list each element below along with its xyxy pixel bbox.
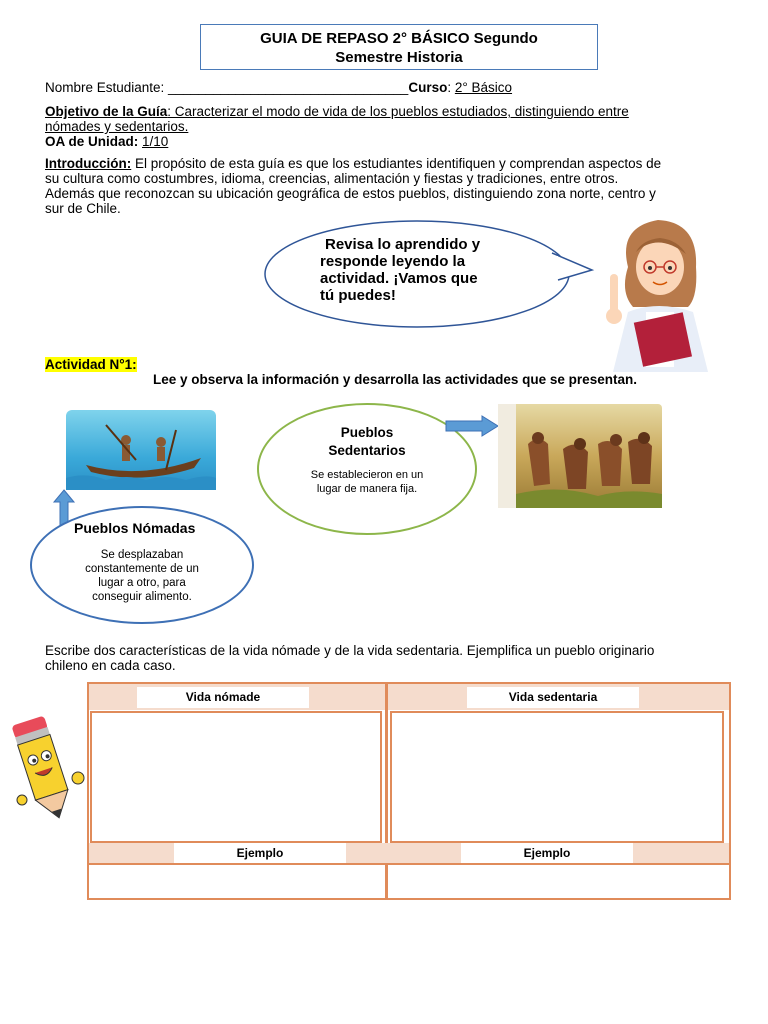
oa-label: OA de Unidad: xyxy=(45,134,139,149)
student-name-label: Nombre Estudiante: ________________________________ xyxy=(45,80,409,95)
nomad-desc-line2: constantemente de un xyxy=(85,563,199,575)
activity-label-text: Actividad N°1: xyxy=(45,357,137,372)
farmers-picture xyxy=(498,404,662,508)
nomad-desc-line3: lugar a otro, para xyxy=(98,577,186,589)
sedentary-title-line1: Pueblos xyxy=(340,425,394,440)
speech-line2: responde leyendo la xyxy=(320,253,466,270)
objective-label: Objetivo de la Guía xyxy=(45,104,168,119)
intro-line1: El propósito de esta guía es que los estudiantes identifiquen y comprendan aspectos de xyxy=(131,156,662,171)
speech-line1: Revisa lo aprendido y xyxy=(325,236,481,253)
nomad-example-box[interactable] xyxy=(89,864,385,898)
intro-line3: Además que reconozcan su ubicación geográfica de estos pueblos, distinguiendo zona norte, centro y xyxy=(45,186,656,201)
sedentary-desc-line1: Se establecieron en un xyxy=(310,469,424,481)
example-label-sedentary: Ejemplo xyxy=(461,843,633,864)
header-vida-sedentaria: Vida sedentaria xyxy=(467,687,639,708)
task-instruction xyxy=(45,643,745,673)
nomad-desc-line4: conseguir alimento. xyxy=(92,591,192,603)
objective xyxy=(45,104,745,149)
objective-text-line1: : Caracterizar el modo de vida de los pueblos estudiados, distinguiendo entre xyxy=(167,104,629,119)
sedentary-title-line2: Sedentarios xyxy=(328,443,406,458)
guide-title-box xyxy=(200,24,598,70)
pencil-mascot-icon xyxy=(4,712,90,824)
sedentary-example-box[interactable] xyxy=(389,864,729,898)
canoe-picture xyxy=(66,410,216,490)
example-label-nomad: Ejemplo xyxy=(174,843,346,863)
course-value: 2° Básico xyxy=(454,80,513,95)
right-arrow-icon xyxy=(444,414,500,438)
intro-line4: sur de Chile. xyxy=(45,201,121,216)
speech-bubble-text xyxy=(320,236,480,304)
task-line2: chileno en cada caso. xyxy=(45,658,176,673)
activity-label xyxy=(45,357,137,372)
nomad-desc xyxy=(30,548,254,604)
activity-instruction: Lee y observa la información y desarrolla las actividades que se presentan. xyxy=(153,372,637,387)
objective-text-line2: nómades y sedentarios. xyxy=(45,119,189,134)
intro-line2: su cultura como costumbres, idioma, creencias, alimentación y fiestas y tradiciones, entre otros. xyxy=(45,171,619,186)
task-line1: Escribe dos características de la vida nómade y de la vida sedentaria. Ejemplifica un pueblo originario xyxy=(45,643,655,658)
oa-value: 1/10 xyxy=(142,134,169,149)
table-row-divider xyxy=(89,863,729,865)
nomad-title: Pueblos Nómadas xyxy=(74,520,196,536)
speech-line4: tú puedes! xyxy=(320,287,396,304)
sedentary-desc-line2: lugar de manera fija. xyxy=(316,483,418,495)
table-column-divider xyxy=(385,682,388,900)
student-line xyxy=(45,80,512,95)
course-separator: : xyxy=(447,80,455,95)
intro-label: Introducción: xyxy=(45,156,132,171)
teacher-illustration xyxy=(598,212,723,372)
speech-line3: actividad. ¡Vamos que xyxy=(320,270,478,287)
course-label: Curso xyxy=(408,80,448,95)
nomad-desc-line1: Se desplazaban xyxy=(100,549,184,561)
header-vida-nomade: Vida nómade xyxy=(137,687,309,708)
introduction xyxy=(45,156,745,216)
guide-title-line1: GUIA DE REPASO 2° BÁSICO Segundo xyxy=(260,30,538,47)
nomad-answer-box[interactable] xyxy=(90,711,382,843)
sedentary-answer-box[interactable] xyxy=(390,711,724,843)
guide-title-line2: Semestre Historia xyxy=(335,49,463,66)
